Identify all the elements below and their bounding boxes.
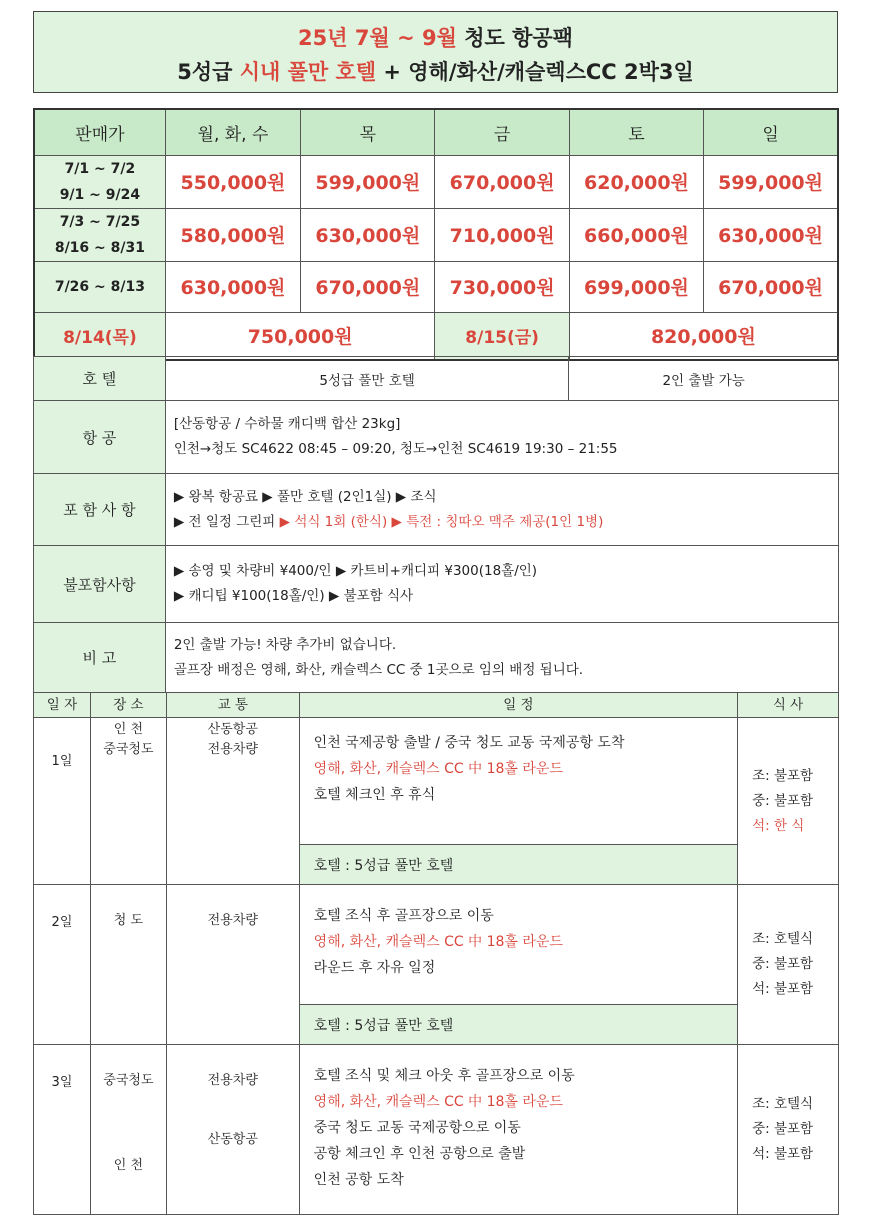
price-value: 660,000원 (569, 208, 703, 261)
info-air-text (165, 401, 838, 474)
plan-line-golf: 영해, 화산, 캐슬렉스 CC 中 18홀 라운드 (313, 761, 563, 777)
info-label-note: 비 고 (34, 623, 166, 693)
price-value: 730,000원 (435, 261, 569, 312)
info-row-note (34, 623, 839, 693)
plan-line: 호텔 조식 후 골프장으로 이동 (313, 908, 494, 924)
info-label-included: 포 함 사 항 (34, 474, 166, 546)
price-header-row (34, 109, 838, 155)
day-plan (299, 1045, 737, 1215)
plan-line: 인천 국제공항 출발 / 중국 청도 교동 국제공항 도착 (313, 735, 625, 751)
schedule-header: 식 사 (738, 693, 839, 718)
place-name: 인 천 (113, 722, 144, 737)
plan-line-golf: 영해, 화산, 캐슬렉스 CC 中 18홀 라운드 (313, 934, 563, 950)
transport-name: 산동항공 (207, 722, 258, 737)
transport-name: 전용차량 (207, 1073, 258, 1088)
transport-name: 전용차량 (207, 913, 258, 928)
day-transport (166, 1045, 299, 1215)
price-value: 630,000원 (301, 208, 435, 261)
price-date: 7/26 ~ 8/13 (54, 278, 145, 295)
plan-line: 공항 체크인 후 인천 공항으로 출발 (313, 1146, 526, 1162)
price-table (33, 108, 839, 361)
schedule-day3-row (34, 1045, 839, 1215)
meal-breakfast: 조: 호텔식 (752, 1096, 814, 1112)
price-row (34, 155, 838, 208)
title-grade: 5성급 (177, 60, 233, 84)
schedule-header-row (34, 693, 839, 718)
plan-line: 라운드 후 자유 일정 (313, 960, 436, 976)
title-hotel: 시내 풀만 호텔 (239, 60, 377, 84)
excluded-line: ▶ 캐디팁 ¥100(18홀/인) ▶ 불포함 식사 (173, 588, 414, 604)
price-header: 목 (301, 109, 435, 155)
schedule-day2-row (34, 885, 839, 1005)
plan-line-golf: 영해, 화산, 캐슬렉스 CC 中 18홀 라운드 (313, 1094, 563, 1110)
price-value: 670,000원 (301, 261, 435, 312)
day-meals (738, 1045, 839, 1215)
price-value: 699,000원 (569, 261, 703, 312)
price-header: 판매가 (34, 109, 165, 155)
title-banner (33, 11, 838, 93)
day-transport (166, 885, 299, 1045)
day-plan (299, 885, 737, 1005)
info-row-included (34, 474, 839, 546)
title-line-2 (34, 56, 837, 86)
price-header: 금 (435, 109, 569, 155)
info-included-text (165, 474, 838, 546)
included-greenfee: ▶ 전 일정 그린피 (173, 513, 276, 530)
price-value: 670,000원 (435, 155, 569, 208)
schedule-table (33, 692, 839, 1215)
price-value: 599,000원 (301, 155, 435, 208)
day-meals (738, 718, 839, 885)
day-label: 3일 (34, 1045, 91, 1215)
place-name: 인 천 (113, 1158, 144, 1173)
day-transport (166, 718, 299, 885)
special-price-2: 820,000원 (569, 312, 838, 360)
included-line (174, 510, 838, 535)
info-label-air: 항 공 (34, 401, 166, 474)
included-line: ▶ 왕복 항공료 ▶ 풀만 호텔 (2인1실) ▶ 조식 (173, 488, 437, 505)
meal-breakfast: 조: 호텔식 (752, 931, 814, 947)
price-date: 7/3 ~ 7/25 (59, 213, 141, 230)
day-plan (299, 718, 737, 845)
price-date: 7/1 ~ 7/2 (64, 160, 136, 177)
price-value: 630,000원 (165, 261, 300, 312)
meal-dinner: 석: 한 식 (752, 817, 805, 834)
price-header: 토 (569, 109, 703, 155)
price-row (34, 261, 838, 312)
day-meals (738, 885, 839, 1045)
price-value: 710,000원 (435, 208, 569, 261)
transport-name: 산동항공 (207, 1132, 258, 1147)
day-label: 2일 (34, 885, 91, 1045)
schedule-header: 일 자 (34, 693, 91, 718)
air-line: [산동항공 / 수하물 캐디백 합산 23kg] (173, 416, 401, 432)
place-name: 중국청도 (103, 1073, 154, 1088)
price-row (34, 208, 838, 261)
special-date-1: 8/14(목) (34, 312, 165, 360)
price-header: 월, 화, 수 (165, 109, 300, 155)
day-place (90, 1045, 166, 1215)
info-table (33, 356, 839, 693)
day-place (90, 718, 166, 885)
meal-lunch: 중: 불포함 (752, 1121, 814, 1137)
price-value: 580,000원 (165, 208, 300, 261)
plan-line: 호텔 조식 및 체크 아웃 후 골프장으로 이동 (313, 1068, 575, 1084)
title-line-1 (34, 22, 837, 52)
plan-line: 중국 청도 교동 국제공항으로 이동 (313, 1120, 521, 1136)
price-value: 550,000원 (165, 155, 300, 208)
meal-breakfast: 조: 불포함 (752, 767, 814, 784)
info-row-excluded (34, 546, 839, 623)
price-date: 8/16 ~ 8/31 (54, 239, 145, 256)
price-value: 620,000원 (569, 155, 703, 208)
price-date-cell (34, 208, 165, 261)
price-value: 670,000원 (704, 261, 838, 312)
plan-line: 호텔 체크인 후 휴식 (313, 787, 436, 803)
excluded-line: ▶ 송영 및 차량비 ¥400/인 ▶ 카트비+캐디피 ¥300(18홀/인) (173, 563, 538, 579)
day-place (90, 885, 166, 1045)
special-date-2: 8/15(금) (435, 312, 569, 360)
day-hotel: 호텔 : 5성급 풀만 호텔 (299, 1005, 737, 1045)
price-header: 일 (704, 109, 838, 155)
plan-line: 인천 공항 도착 (313, 1172, 404, 1188)
schedule-header: 교 통 (166, 693, 299, 718)
air-line: 인천→청도 SC4622 08:45 – 09:20, 청도→인천 SC4619 19:30 – 21:55 (173, 441, 618, 457)
meal-lunch: 중: 불포함 (752, 956, 814, 972)
title-product: 청도 항공팩 (464, 26, 573, 50)
special-price-1: 750,000원 (165, 312, 435, 360)
title-golf: + 영해/화산/캐슬렉스CC 2박3일 (383, 60, 694, 84)
day-label: 1일 (34, 718, 91, 885)
info-note-text (165, 623, 838, 693)
price-date-cell (34, 155, 165, 208)
place-name: 청 도 (113, 913, 144, 928)
info-label-hotel: 호 텔 (34, 357, 166, 401)
note-line: 2인 출발 가능! 차량 추가비 없습니다. (173, 636, 397, 653)
info-hotel-value: 5성급 풀만 호텔 (165, 357, 568, 401)
note-line: 골프장 배정은 영해, 화산, 캐슬렉스 CC 중 1곳으로 임의 배정 됩니다. (173, 661, 584, 678)
meal-lunch: 중: 불포함 (752, 792, 814, 809)
price-date: 9/1 ~ 9/24 (59, 186, 141, 203)
schedule-header: 일 정 (299, 693, 737, 718)
price-special-row (34, 312, 838, 360)
meal-dinner: 석: 불포함 (752, 1146, 814, 1162)
info-excluded-text (165, 546, 838, 623)
schedule-day1-row (34, 718, 839, 845)
place-name: 중국청도 (103, 742, 154, 757)
price-date-cell (34, 261, 165, 312)
info-label-excluded: 불포함사항 (34, 546, 166, 623)
day-hotel: 호텔 : 5성급 풀만 호텔 (299, 845, 737, 885)
price-value: 599,000원 (704, 155, 838, 208)
info-row-hotel (34, 357, 839, 401)
transport-name: 전용차량 (207, 742, 258, 757)
schedule-header: 장 소 (90, 693, 166, 718)
info-row-air (34, 401, 839, 474)
included-dinner-benefit: ▶ 석식 1회 (한식) ▶ 특전 : 칭따오 맥주 제공(1인 1병) (279, 513, 604, 530)
title-period: 25년 7월 ~ 9월 (298, 26, 457, 50)
info-hotel-note: 2인 출발 가능 (569, 357, 839, 401)
price-value: 630,000원 (704, 208, 838, 261)
meal-dinner: 석: 불포함 (752, 981, 814, 997)
